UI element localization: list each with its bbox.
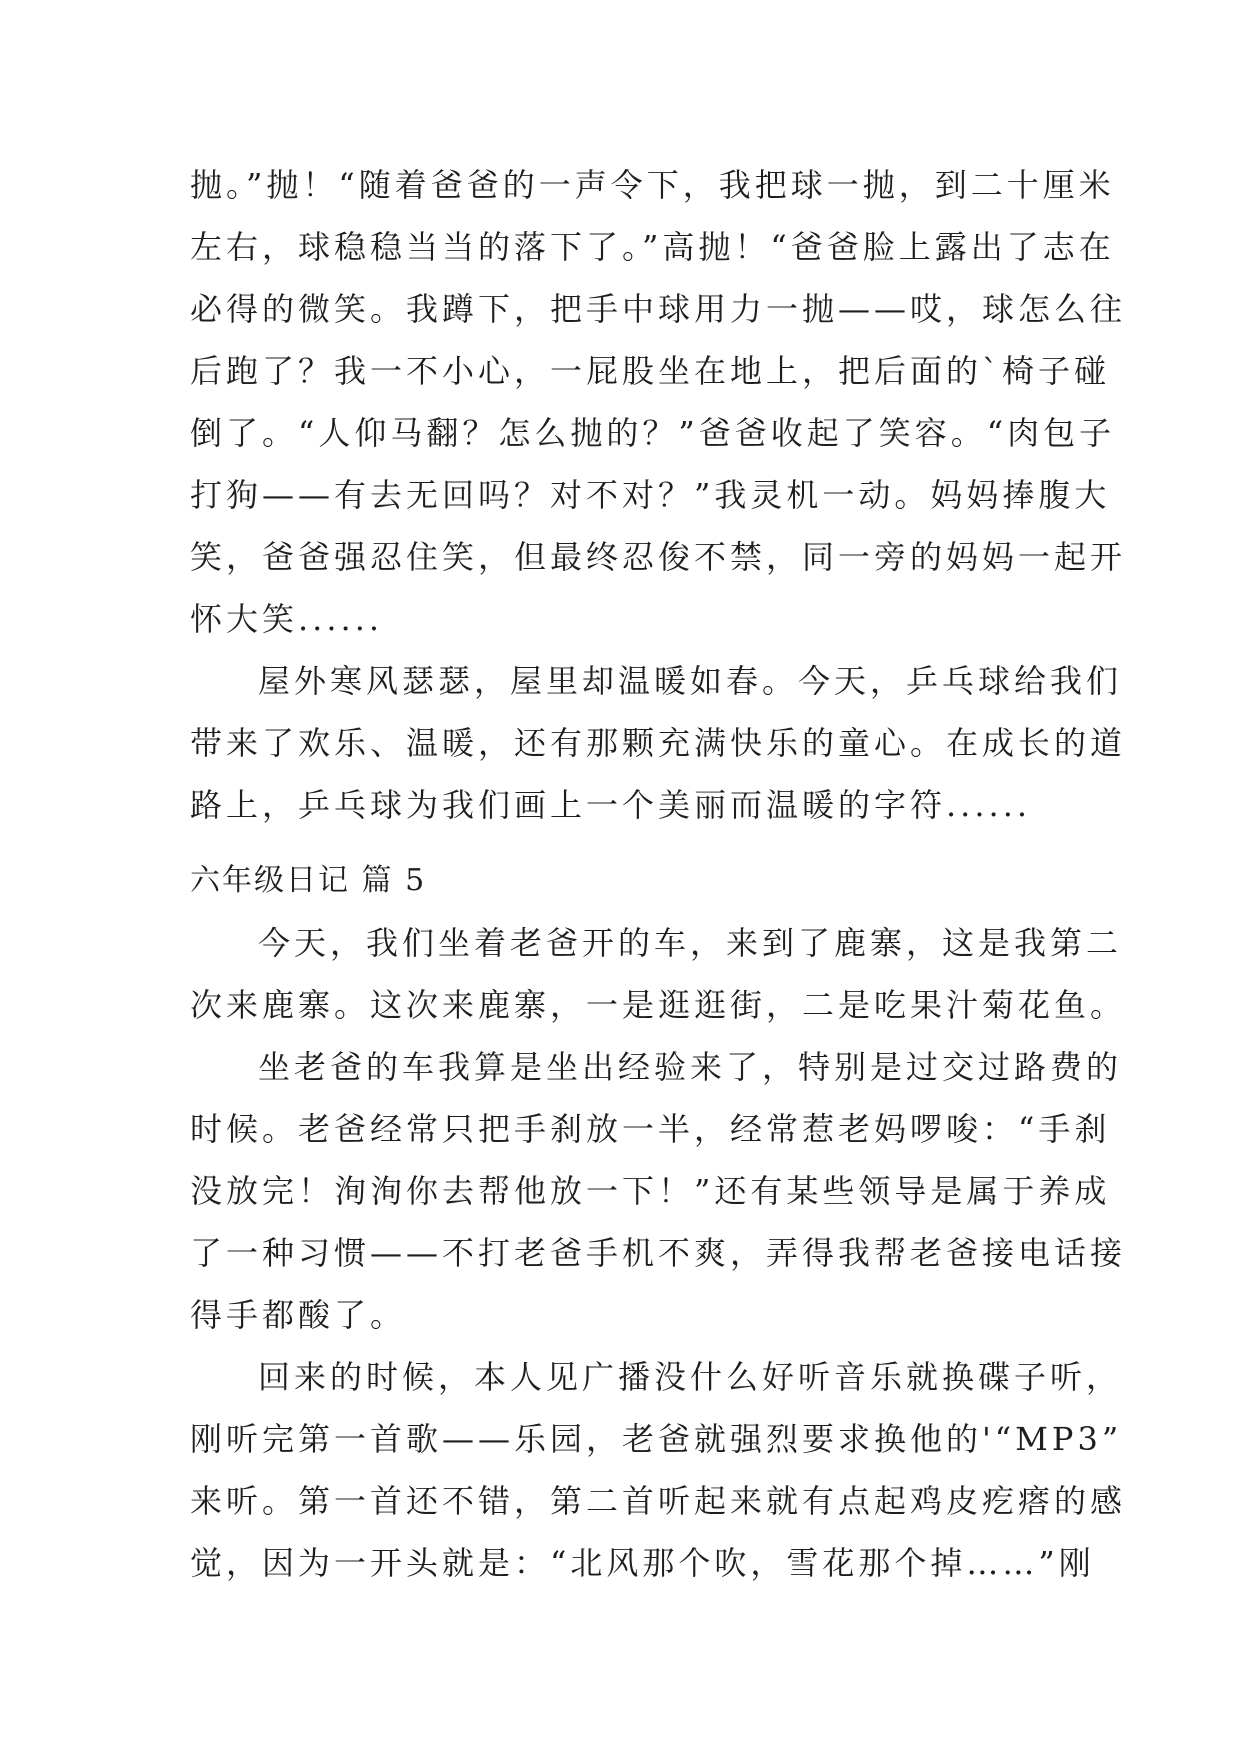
section1-text	[190, 154, 1127, 836]
paragraph-line: 带来了欢乐、温暖，还有那颗充满快乐的童心。在成长的道	[190, 724, 1127, 762]
paragraph-line: 没放完！洵洵你去帮他放一下！”还有某些领导是属于养成	[190, 1172, 1111, 1210]
paragraph-line: 打狗——有去无回吗？对不对？”我灵机一动。妈妈捧腹大	[190, 476, 1111, 514]
section2-text	[190, 912, 1127, 1594]
paragraph-line: 刚听完第一首歌——乐园，老爸就强烈要求换他的'“MP3”	[190, 1420, 1123, 1458]
paragraph-line: 今天，我们坐着老爸开的车，来到了鹿寨，这是我第二	[258, 924, 1123, 962]
paragraph-line: 路上，乒乓球为我们画上一个美丽而温暖的字符......	[190, 786, 1032, 824]
paragraph-line: 了一种习惯——不打老爸手机不爽，弄得我帮老爸接电话接	[190, 1234, 1127, 1272]
paragraph-line: 次来鹿寨。这次来鹿寨，一是逛逛街，二是吃果汁菊花鱼。	[190, 986, 1127, 1024]
paragraph-line: 得手都酸了。	[190, 1296, 407, 1334]
paragraph-line: 后跑了？我一不小心，一屁股坐在地上，把后面的`椅子碰	[190, 352, 1111, 390]
paragraph-line: 时候。老爸经常只把手刹放一半，经常惹老妈啰唆：“手刹	[190, 1110, 1111, 1148]
paragraph-line: 左右，球稳稳当当的落下了。”高抛！“爸爸脸上露出了志在	[190, 228, 1115, 266]
paragraph-line: 回来的时候，本人见广播没什么好听音乐就换碟子听，	[258, 1358, 1123, 1396]
paragraph-line: 必得的微笑。我蹲下，把手中球用力一抛——哎，球怎么往	[190, 290, 1127, 328]
paragraph-line: 觉，因为一开头就是：“北风那个吹，雪花那个掉……”刚	[190, 1544, 1095, 1582]
section-title: 六年级日记 篇 5	[190, 863, 427, 898]
paragraph-line: 怀大笑......	[190, 600, 384, 638]
paragraph-line: 倒了。“人仰马翻？怎么抛的？”爸爸收起了笑容。“肉包子	[190, 414, 1116, 452]
paragraph-line: 屋外寒风瑟瑟，屋里却温暖如春。今天，乒乓球给我们	[258, 662, 1123, 700]
paragraph-line: 坐老爸的车我算是坐出经验来了，特别是过交过路费的	[258, 1048, 1123, 1086]
paragraph-line: 抛。”抛！“随着爸爸的一声令下，我把球一抛，到二十厘米	[190, 166, 1115, 204]
paragraph-line: 来听。第一首还不错，第二首听起来就有点起鸡皮疙瘩的感	[190, 1482, 1127, 1520]
paragraph-line: 笑，爸爸强忍住笑，但最终忍俊不禁，同一旁的妈妈一起开	[190, 538, 1127, 576]
